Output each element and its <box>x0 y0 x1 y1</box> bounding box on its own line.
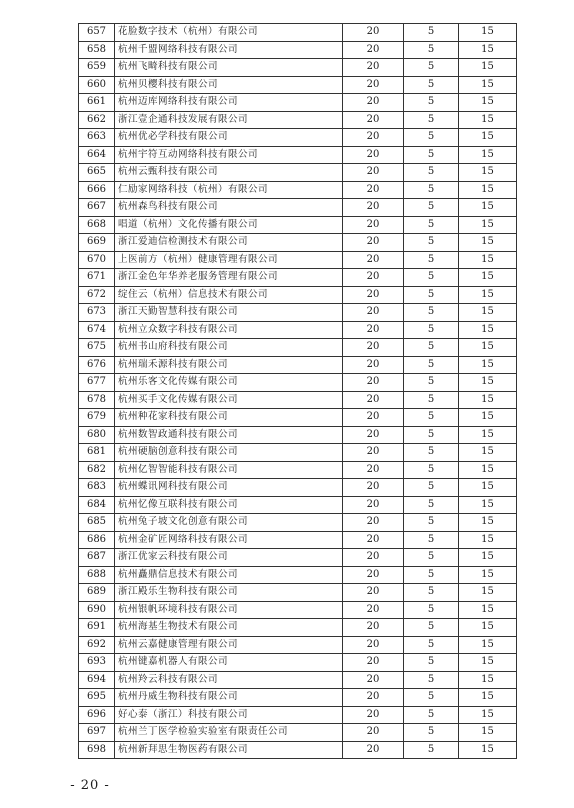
row-number-cell: 687 <box>79 549 115 567</box>
value-c-cell: 15 <box>459 251 517 269</box>
company-name-cell: 杭州立众数字科技有限公司 <box>115 321 343 339</box>
value-c-cell: 15 <box>459 584 517 602</box>
row-number-cell: 684 <box>79 496 115 514</box>
row-number-cell: 695 <box>79 689 115 707</box>
table-row <box>79 286 517 304</box>
company-name-cell: 杭州新拜思生物医药有限公司 <box>115 741 343 759</box>
value-b-cell: 5 <box>404 24 459 42</box>
table-row <box>79 181 517 199</box>
company-name-cell: 杭州乐客文化传媒有限公司 <box>115 374 343 392</box>
value-c-cell: 15 <box>459 741 517 759</box>
table-row <box>79 531 517 549</box>
table-row <box>79 321 517 339</box>
value-c-cell: 15 <box>459 461 517 479</box>
company-name-cell: 杭州银帆环境科技有限公司 <box>115 601 343 619</box>
company-name-cell: 浙江天勤智慧科技有限公司 <box>115 304 343 322</box>
company-name-cell: 杭州数智政通科技有限公司 <box>115 426 343 444</box>
table-row <box>79 479 517 497</box>
value-b-cell: 5 <box>404 549 459 567</box>
company-name-cell: 好心泰（浙江）科技有限公司 <box>115 706 343 724</box>
value-c-cell: 15 <box>459 531 517 549</box>
value-b-cell: 5 <box>404 689 459 707</box>
table-row <box>79 619 517 637</box>
table-row <box>79 444 517 462</box>
value-b-cell: 5 <box>404 671 459 689</box>
table-row <box>79 199 517 217</box>
table-row <box>79 164 517 182</box>
row-number-cell: 668 <box>79 216 115 234</box>
company-table <box>78 23 517 759</box>
value-c-cell: 15 <box>459 286 517 304</box>
value-b-cell: 5 <box>404 164 459 182</box>
value-c-cell: 15 <box>459 234 517 252</box>
company-name-cell: 浙江优家云科技有限公司 <box>115 549 343 567</box>
value-a-cell: 20 <box>343 444 404 462</box>
company-name-cell: 杭州宇符互动网络科技有限公司 <box>115 146 343 164</box>
row-number-cell: 690 <box>79 601 115 619</box>
company-name-cell: 浙江壹企通科技发展有限公司 <box>115 111 343 129</box>
company-name-cell: 唱道（杭州）文化传播有限公司 <box>115 216 343 234</box>
value-a-cell: 20 <box>343 59 404 77</box>
row-number-cell: 663 <box>79 129 115 147</box>
row-number-cell: 675 <box>79 339 115 357</box>
value-c-cell: 15 <box>459 636 517 654</box>
company-name-cell: 上医前方（杭州）健康管理有限公司 <box>115 251 343 269</box>
value-a-cell: 20 <box>343 164 404 182</box>
company-table-body <box>79 24 517 759</box>
company-name-cell: 杭州蝶讯网科技有限公司 <box>115 479 343 497</box>
table-row <box>79 129 517 147</box>
value-b-cell: 5 <box>404 584 459 602</box>
value-a-cell: 20 <box>343 531 404 549</box>
table-row <box>79 706 517 724</box>
value-b-cell: 5 <box>404 496 459 514</box>
value-a-cell: 20 <box>343 479 404 497</box>
value-c-cell: 15 <box>459 566 517 584</box>
value-c-cell: 15 <box>459 479 517 497</box>
table-row <box>79 304 517 322</box>
company-name-cell: 浙江金色年华养老服务管理有限公司 <box>115 269 343 287</box>
company-name-cell: 杭州迈库网络科技有限公司 <box>115 94 343 112</box>
table-row <box>79 111 517 129</box>
value-c-cell: 15 <box>459 164 517 182</box>
table-row <box>79 461 517 479</box>
company-name-cell: 杭州键嘉机器人有限公司 <box>115 654 343 672</box>
company-name-cell: 杭州矗鼎信息技术有限公司 <box>115 566 343 584</box>
value-c-cell: 15 <box>459 689 517 707</box>
company-name-cell: 杭州瑞禾源科技有限公司 <box>115 356 343 374</box>
company-name-cell: 杭州亿智智能科技有限公司 <box>115 461 343 479</box>
value-a-cell: 20 <box>343 549 404 567</box>
value-a-cell: 20 <box>343 671 404 689</box>
value-a-cell: 20 <box>343 391 404 409</box>
value-c-cell: 15 <box>459 41 517 59</box>
value-a-cell: 20 <box>343 304 404 322</box>
row-number-cell: 660 <box>79 76 115 94</box>
company-name-cell: 杭州羚云科技有限公司 <box>115 671 343 689</box>
row-number-cell: 693 <box>79 654 115 672</box>
company-name-cell: 杭州书山府科技有限公司 <box>115 339 343 357</box>
value-a-cell: 20 <box>343 146 404 164</box>
value-c-cell: 15 <box>459 671 517 689</box>
table-row <box>79 514 517 532</box>
row-number-cell: 698 <box>79 741 115 759</box>
value-a-cell: 20 <box>343 636 404 654</box>
company-table-container <box>78 23 516 759</box>
value-c-cell: 15 <box>459 374 517 392</box>
value-a-cell: 20 <box>343 566 404 584</box>
value-c-cell: 15 <box>459 304 517 322</box>
row-number-cell: 682 <box>79 461 115 479</box>
row-number-cell: 688 <box>79 566 115 584</box>
row-number-cell: 681 <box>79 444 115 462</box>
value-c-cell: 15 <box>459 216 517 234</box>
row-number-cell: 670 <box>79 251 115 269</box>
value-b-cell: 5 <box>404 59 459 77</box>
row-number-cell: 673 <box>79 304 115 322</box>
value-a-cell: 20 <box>343 216 404 234</box>
value-b-cell: 5 <box>404 216 459 234</box>
table-row <box>79 391 517 409</box>
table-row <box>79 339 517 357</box>
row-number-cell: 689 <box>79 584 115 602</box>
company-name-cell: 杭州千盟网络科技有限公司 <box>115 41 343 59</box>
value-c-cell: 15 <box>459 199 517 217</box>
value-a-cell: 20 <box>343 111 404 129</box>
table-row <box>79 374 517 392</box>
value-b-cell: 5 <box>404 724 459 742</box>
value-b-cell: 5 <box>404 111 459 129</box>
value-c-cell: 15 <box>459 426 517 444</box>
value-a-cell: 20 <box>343 741 404 759</box>
company-name-cell: 绽住云（杭州）信息技术有限公司 <box>115 286 343 304</box>
row-number-cell: 686 <box>79 531 115 549</box>
row-number-cell: 666 <box>79 181 115 199</box>
row-number-cell: 679 <box>79 409 115 427</box>
company-name-cell: 杭州忆像互联科技有限公司 <box>115 496 343 514</box>
row-number-cell: 672 <box>79 286 115 304</box>
value-b-cell: 5 <box>404 706 459 724</box>
value-c-cell: 15 <box>459 514 517 532</box>
value-a-cell: 20 <box>343 339 404 357</box>
value-b-cell: 5 <box>404 41 459 59</box>
value-a-cell: 20 <box>343 496 404 514</box>
value-a-cell: 20 <box>343 689 404 707</box>
value-b-cell: 5 <box>404 514 459 532</box>
value-a-cell: 20 <box>343 251 404 269</box>
value-a-cell: 20 <box>343 409 404 427</box>
value-c-cell: 15 <box>459 181 517 199</box>
row-number-cell: 659 <box>79 59 115 77</box>
value-b-cell: 5 <box>404 251 459 269</box>
value-a-cell: 20 <box>343 181 404 199</box>
row-number-cell: 691 <box>79 619 115 637</box>
row-number-cell: 678 <box>79 391 115 409</box>
row-number-cell: 661 <box>79 94 115 112</box>
value-b-cell: 5 <box>404 461 459 479</box>
row-number-cell: 685 <box>79 514 115 532</box>
table-row <box>79 234 517 252</box>
value-a-cell: 20 <box>343 706 404 724</box>
value-a-cell: 20 <box>343 24 404 42</box>
value-a-cell: 20 <box>343 619 404 637</box>
company-name-cell: 仁励家网络科技（杭州）有限公司 <box>115 181 343 199</box>
value-c-cell: 15 <box>459 601 517 619</box>
row-number-cell: 694 <box>79 671 115 689</box>
value-a-cell: 20 <box>343 199 404 217</box>
company-name-cell: 杭州金矿匠网络科技有限公司 <box>115 531 343 549</box>
value-a-cell: 20 <box>343 654 404 672</box>
row-number-cell: 662 <box>79 111 115 129</box>
value-a-cell: 20 <box>343 374 404 392</box>
company-name-cell: 杭州贝樱科技有限公司 <box>115 76 343 94</box>
row-number-cell: 671 <box>79 269 115 287</box>
value-c-cell: 15 <box>459 706 517 724</box>
value-b-cell: 5 <box>404 94 459 112</box>
table-row <box>79 549 517 567</box>
value-b-cell: 5 <box>404 426 459 444</box>
table-row <box>79 671 517 689</box>
value-b-cell: 5 <box>404 129 459 147</box>
row-number-cell: 677 <box>79 374 115 392</box>
value-b-cell: 5 <box>404 566 459 584</box>
page-number: - 20 - <box>70 778 110 793</box>
row-number-cell: 667 <box>79 199 115 217</box>
company-name-cell: 杭州海基生物技术有限公司 <box>115 619 343 637</box>
company-name-cell: 杭州兔子坡文化创意有限公司 <box>115 514 343 532</box>
company-name-cell: 杭州优必学科技有限公司 <box>115 129 343 147</box>
table-row <box>79 426 517 444</box>
row-number-cell: 692 <box>79 636 115 654</box>
company-name-cell: 杭州飞畸科技有限公司 <box>115 59 343 77</box>
table-row <box>79 566 517 584</box>
row-number-cell: 669 <box>79 234 115 252</box>
table-row <box>79 689 517 707</box>
table-row <box>79 251 517 269</box>
value-a-cell: 20 <box>343 129 404 147</box>
table-row <box>79 496 517 514</box>
company-name-cell: 杭州森鸟科技有限公司 <box>115 199 343 217</box>
value-a-cell: 20 <box>343 234 404 252</box>
company-name-cell: 杭州硬脑创意科技有限公司 <box>115 444 343 462</box>
value-a-cell: 20 <box>343 286 404 304</box>
value-a-cell: 20 <box>343 321 404 339</box>
value-b-cell: 5 <box>404 181 459 199</box>
value-b-cell: 5 <box>404 391 459 409</box>
value-c-cell: 15 <box>459 654 517 672</box>
value-c-cell: 15 <box>459 391 517 409</box>
row-number-cell: 683 <box>79 479 115 497</box>
table-row <box>79 584 517 602</box>
table-row <box>79 94 517 112</box>
value-b-cell: 5 <box>404 444 459 462</box>
table-row <box>79 59 517 77</box>
value-a-cell: 20 <box>343 584 404 602</box>
company-name-cell: 杭州买手文化传媒有限公司 <box>115 391 343 409</box>
company-name-cell: 杭州云嘉健康管理有限公司 <box>115 636 343 654</box>
value-b-cell: 5 <box>404 409 459 427</box>
value-b-cell: 5 <box>404 741 459 759</box>
row-number-cell: 696 <box>79 706 115 724</box>
value-b-cell: 5 <box>404 654 459 672</box>
row-number-cell: 680 <box>79 426 115 444</box>
table-row <box>79 76 517 94</box>
value-c-cell: 15 <box>459 724 517 742</box>
value-b-cell: 5 <box>404 356 459 374</box>
value-c-cell: 15 <box>459 549 517 567</box>
value-a-cell: 20 <box>343 356 404 374</box>
value-b-cell: 5 <box>404 321 459 339</box>
company-name-cell: 花脸数字技术（杭州）有限公司 <box>115 24 343 42</box>
table-row <box>79 601 517 619</box>
table-row <box>79 216 517 234</box>
table-row <box>79 41 517 59</box>
value-b-cell: 5 <box>404 479 459 497</box>
value-b-cell: 5 <box>404 374 459 392</box>
value-b-cell: 5 <box>404 619 459 637</box>
row-number-cell: 676 <box>79 356 115 374</box>
company-name-cell: 杭州种花家科技有限公司 <box>115 409 343 427</box>
value-a-cell: 20 <box>343 94 404 112</box>
value-c-cell: 15 <box>459 321 517 339</box>
value-b-cell: 5 <box>404 286 459 304</box>
value-b-cell: 5 <box>404 146 459 164</box>
value-b-cell: 5 <box>404 339 459 357</box>
row-number-cell: 657 <box>79 24 115 42</box>
table-row <box>79 269 517 287</box>
value-a-cell: 20 <box>343 461 404 479</box>
row-number-cell: 674 <box>79 321 115 339</box>
value-a-cell: 20 <box>343 514 404 532</box>
table-row <box>79 356 517 374</box>
value-b-cell: 5 <box>404 199 459 217</box>
value-b-cell: 5 <box>404 636 459 654</box>
value-c-cell: 15 <box>459 619 517 637</box>
company-name-cell: 浙江殿乐生物科技有限公司 <box>115 584 343 602</box>
value-a-cell: 20 <box>343 426 404 444</box>
value-a-cell: 20 <box>343 41 404 59</box>
table-row <box>79 654 517 672</box>
table-row <box>79 24 517 42</box>
value-a-cell: 20 <box>343 76 404 94</box>
value-c-cell: 15 <box>459 444 517 462</box>
row-number-cell: 665 <box>79 164 115 182</box>
value-b-cell: 5 <box>404 76 459 94</box>
value-a-cell: 20 <box>343 724 404 742</box>
value-c-cell: 15 <box>459 146 517 164</box>
value-b-cell: 5 <box>404 531 459 549</box>
value-c-cell: 15 <box>459 356 517 374</box>
value-b-cell: 5 <box>404 304 459 322</box>
table-row <box>79 409 517 427</box>
value-c-cell: 15 <box>459 24 517 42</box>
value-c-cell: 15 <box>459 269 517 287</box>
value-a-cell: 20 <box>343 269 404 287</box>
value-c-cell: 15 <box>459 76 517 94</box>
company-name-cell: 杭州云甄科技有限公司 <box>115 164 343 182</box>
value-b-cell: 5 <box>404 601 459 619</box>
value-a-cell: 20 <box>343 601 404 619</box>
row-number-cell: 697 <box>79 724 115 742</box>
value-c-cell: 15 <box>459 129 517 147</box>
table-row <box>79 146 517 164</box>
value-c-cell: 15 <box>459 496 517 514</box>
row-number-cell: 658 <box>79 41 115 59</box>
company-name-cell: 杭州兰丁医学检验实验室有限责任公司 <box>115 724 343 742</box>
table-row <box>79 724 517 742</box>
table-row <box>79 636 517 654</box>
value-c-cell: 15 <box>459 94 517 112</box>
company-name-cell: 杭州丹威生物科技有限公司 <box>115 689 343 707</box>
value-c-cell: 15 <box>459 409 517 427</box>
value-b-cell: 5 <box>404 269 459 287</box>
value-c-cell: 15 <box>459 339 517 357</box>
value-c-cell: 15 <box>459 59 517 77</box>
company-name-cell: 浙江爱迪信检测技术有限公司 <box>115 234 343 252</box>
value-b-cell: 5 <box>404 234 459 252</box>
value-c-cell: 15 <box>459 111 517 129</box>
table-row <box>79 741 517 759</box>
row-number-cell: 664 <box>79 146 115 164</box>
